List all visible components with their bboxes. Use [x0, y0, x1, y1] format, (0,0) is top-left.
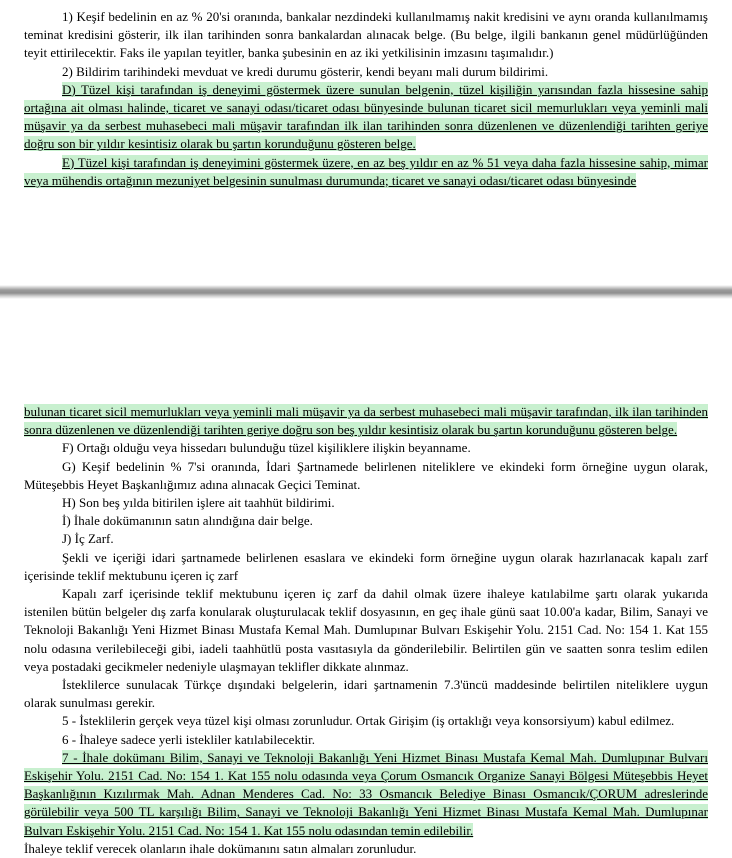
- paragraph-item-5-text: 5 - İsteklilerin gerçek veya tüzel kişi olması zorunludur. Ortak Girişim (iş ortaklığı veya konsorsiyum) kabul edilmez.: [62, 713, 675, 729]
- paragraph-g-text: G) Keşif bedelinin % 7'si oranında, İdari Şartnamede belirlenen niteliklere ve ekindeki form örneğine uygun olarak, Müteşebbis Heyet Başkanlığımız adına alınacak Geçici Teminat.: [24, 458, 708, 492]
- paragraph-language-text: İsteklilerce sunulacak Türkçe dışındaki belgelerin, idari şartnamenin 7.3'üncü maddesinde belirtilen niteliklere uygun olarak sunulması gerekir.: [24, 677, 708, 711]
- paragraph-i: [24, 512, 708, 530]
- paragraph-h: [24, 494, 708, 512]
- paragraph-d-text: D) Tüzel kişi tarafından iş deneyimi göstermek üzere sunulan belgenin, tüzel kişiliğin yarısından fazla hissesine sahip ortağına ait olması halinde, ticaret ve sanayi odası/ticaret odası bünyesinde bulunan ticaret sicil memurlukları veya yeminli mali müşavir ya da serbest muhasebeci mali müşavir tarafından ilk ilan tarihinden sonra düzenlenen ve düzenlendiği tarihten geriye doğru son bir yıldır kesintisiz olarak bu şartın korunduğunu gösteren belge.: [24, 81, 708, 152]
- paragraph-item-6-text: 6 - İhaleye sadece yerli istekliler katılabilecektir.: [62, 731, 316, 747]
- paragraph-f: [24, 439, 708, 457]
- paragraph-inner-envelope: [24, 549, 708, 585]
- paragraph-final: [24, 840, 708, 858]
- paragraph-2-text: 2) Bildirim tarihindeki mevduat ve kredi durumu gösterir, kendi beyanı mali durum bildirimi.: [62, 63, 549, 79]
- paragraph-i-text: İ) İhale dokümanının satın alındığına dair belge.: [62, 513, 313, 529]
- paragraph-item-5: [24, 712, 708, 730]
- paragraph-continuation: [24, 403, 708, 439]
- paragraph-item-6: [24, 731, 708, 749]
- page-section-top: [0, 0, 732, 285]
- paragraph-item-7-text: 7 - İhale dokümanı Bilim, Sanayi ve Teknoloji Bakanlığı Yeni Hizmet Binası Mustafa Kemal Mah. Dumlupınar Bulvarı Eskişehir Yolu. 2151 Cad. No: 154 1. Kat 155 nolu odasında veya Çorum Osmancık Organize Sanayi Bölgesi Müteşebbis Heyet Başkanlığının Kızılırmak Mah. Adnan Menderes Cad. No: 33 Osmancık Belediye Binası Osmancık/ÇORUM adreslerinde görülebilir veya 500 TL karşılığı Bilim, Sanayi ve Teknoloji Bakanlığı Yeni Hizmet Binası Mustafa Kemal Mah. Dumlupınar Bulvarı Eskişehir Yolu. 2151 Cad. No: 154 1. Kat 155 nolu odasından temin edilebilir.: [24, 749, 708, 838]
- paragraph-f-text: F) Ortağı olduğu veya hissedarı bulunduğu tüzel kişiliklere ilişkin beyanname.: [62, 440, 471, 456]
- paragraph-d: [24, 81, 708, 154]
- paragraph-inner-envelope-text: Şekli ve içeriği idari şartnamede belirlenen esaslara ve ekindeki form örneğine uygun olarak hazırlanacak kapalı zarf içerisinde teklif mektubunu içeren iç zarf: [24, 549, 708, 583]
- paragraph-continuation-text: bulunan ticaret sicil memurlukları veya yeminli mali müşavir ya da serbest muhasebeci mali müşavir tarafından, ilk ilan tarihinden sonra düzenlenen ve düzenlendiği tarihten geriye doğru son beş yıldır kesintisiz olarak bu şartın korunduğunu gösteren belge.: [24, 404, 708, 438]
- paragraph-submission: [24, 585, 708, 676]
- paragraph-j: [24, 530, 708, 548]
- paragraph-1: [24, 8, 708, 63]
- page-break-divider: [0, 285, 732, 299]
- paragraph-item-7: [24, 749, 708, 840]
- paragraph-1-text: 1) Keşif bedelinin en az % 20'si oranında, bankalar nezdindeki kullanılmamış nakit kredisini ve aynı oranda kullanılmamış teminat kredisini gösterir, ilk ilan tarihinden sonra bankalardan alınacak belge. (Bu belge, ilgili bankanın genel müdürlüğünden teyit ettirilecektir. Faks ile yapılan teyitler, banka şubesinin en az iki yetkilisinin imzasını taşımalıdır.): [24, 9, 708, 61]
- paragraph-g: [24, 458, 708, 494]
- paragraph-e: [24, 154, 708, 190]
- paragraph-submission-text: Kapalı zarf içerisinde teklif mektubunu içeren iç zarf da dahil olmak üzere ihaleye katılabilme şartı olarak yukarıda istenilen bütün belgeler dış zarfa konularak oluşturulacak teklif dosyasının, en geç ihale günü saat 10.00'a kadar, Bilim, Sanayi ve Teknoloji Bakanlığı Yeni Hizmet Binası Mustafa Kemal Mah. Dumlupınar Bulvarı Eskişehir Yolu. 2151 Cad. No: 154 1. Kat 155 nolu odasına verilebileceği gibi, iadeli taahhütlü posta vasıtasıyla da gönderilebilir. Belirtilen gün ve saatten sonra teslim edilen veya postadaki gecikmeler nedeniyle ulaşmayan teklifler dikkate alınmaz.: [24, 586, 708, 674]
- paragraph-j-text: J) İç Zarf.: [62, 531, 114, 547]
- paragraph-2: [24, 63, 708, 81]
- top-text-block: [24, 8, 708, 190]
- paragraph-language: [24, 676, 708, 712]
- paragraph-h-text: H) Son beş yılda bitirilen işlere ait taahhüt bildirimi.: [62, 495, 335, 511]
- paragraph-e-text: E) Tüzel kişi tarafından iş deneyimini göstermek üzere, en az beş yıldır en az % 51 veya daha fazla hissesine sahip, mimar veya mühendis ortağının mezuniyet belgesinin sunulması durumunda; ticaret ve sanayi odası/ticaret odası bünyesinde: [24, 154, 708, 188]
- page-section-bottom: [0, 299, 732, 854]
- bottom-text-block: [24, 403, 708, 858]
- paragraph-final-text: İhaleye teklif verecek olanların ihale dokümanını satın almaları zorunludur.: [24, 840, 417, 856]
